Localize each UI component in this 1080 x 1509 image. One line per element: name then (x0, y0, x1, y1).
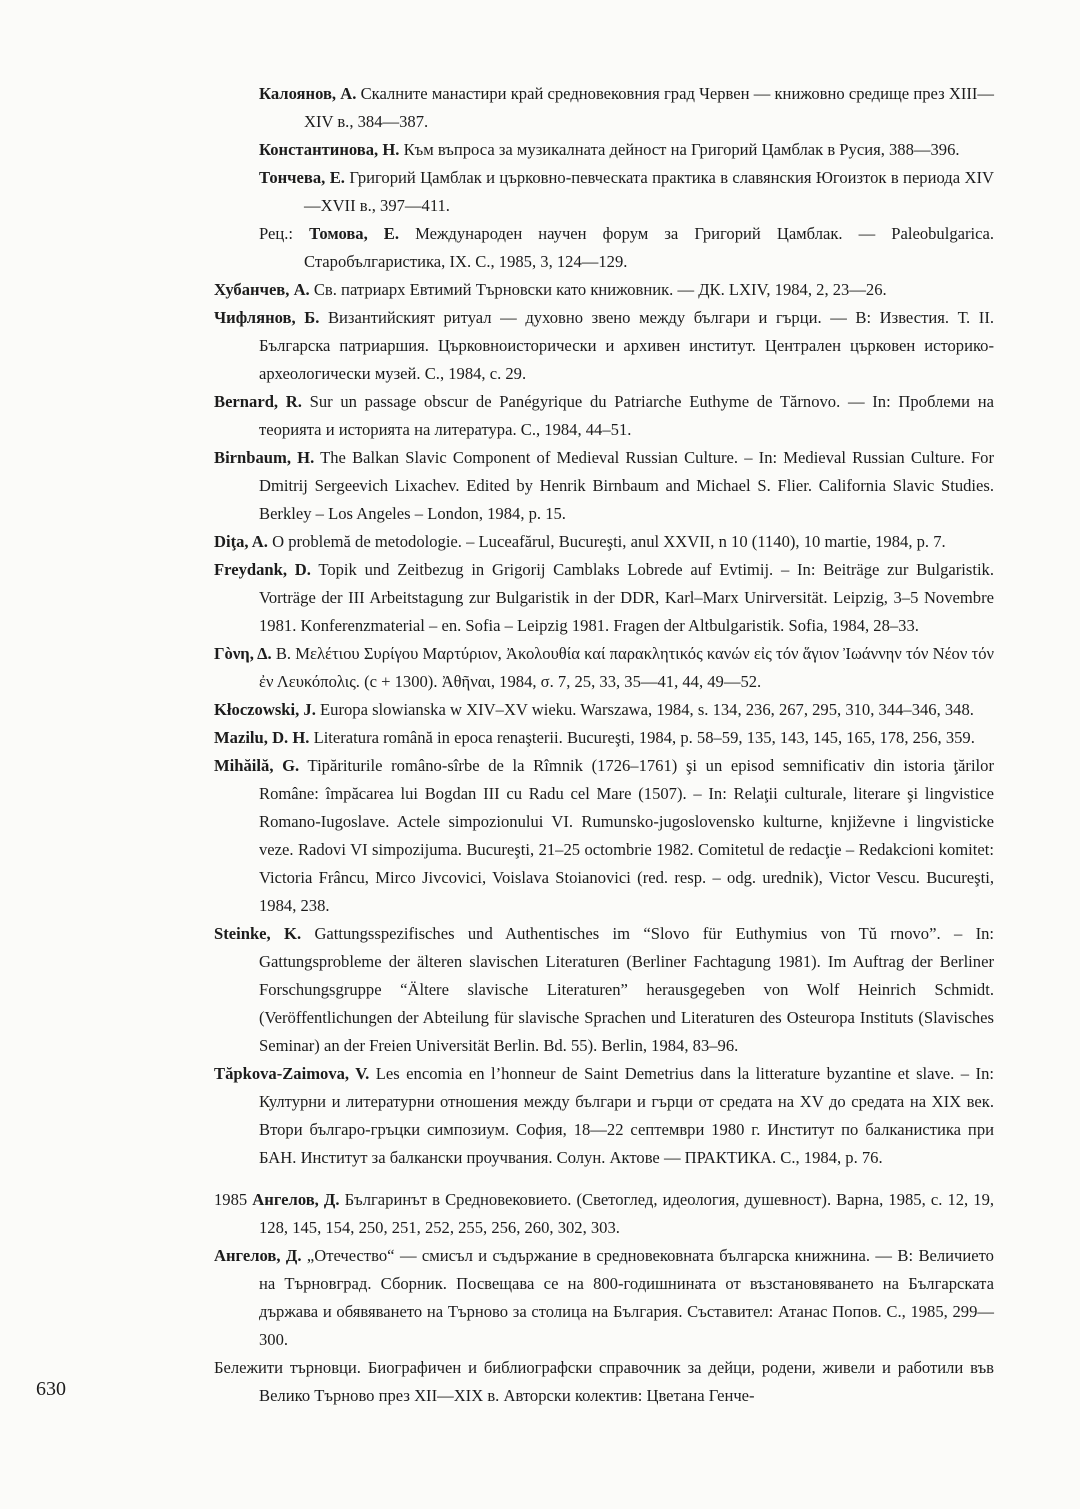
entry-text: Β. Μελέτιου Συρίγου Μαρτύριον, Ἀκολουθία καί παρακλητικός κανών εἰς τόν ἅγιον Ἰωάννην τόν Νέον τόν ἐν Λευκόπολις. (c + 1300). Ἀθῆναι, 1984, σ. 7, 25, 33, 35—41, 44, 49—52. (259, 644, 995, 691)
entry-author: Mihăilă, G. (214, 756, 300, 775)
entry-text: Literatura română in epoca renaşterii. Bucureşti, 1984, p. 58–59, 135, 143, 145, 165, 178, 256, 359. (313, 728, 975, 747)
bibliography-entry (214, 920, 994, 1060)
entry-text: Les encomia en l’honneur de Saint Demetrius dans la litterature byzantine et slave. – In: Културни и литературни отношения между българи и гърци от средата на XV до средата на XIX век. Втори българо-гръцки симпозиум. София, 18—22 септември 1980 г. Институт по балканистика при БАН. Институт за балкански проучвания. Солун. Актове — ПРАКТИКА. С., 1984, p. 76. (259, 1064, 994, 1167)
entry-author: Tăpkova-Zaimova, V. (214, 1064, 370, 1083)
bibliography-entry (214, 276, 994, 304)
bibliography-entry (259, 164, 994, 220)
entry-author: Хубанчев, А. (214, 280, 310, 299)
entry-author: Томова, Е. (309, 224, 400, 243)
entry-author: Diţa, A. (214, 532, 268, 551)
entry-text: Gattungsspezifisches und Authentisches im “Slovo für Euthymius von Tŭ rnovo”. – In: Gattungsprobleme der älteren slavischen Literaturen (Berliner Fachtagung 1981). Im Auftrag der Berliner Forschungsgruppe “Ältere slavische Literaturen” herausgegeben von Wolf Heinrich Schmidt. (Veröffentlichungen der Abteilung für slavische Sprachen und Literaturen des Osteuropa Instituts (Slavisches Seminar) an der Freien Universität Berlin. Bd. 55). Berlin, 1984, 83–96. (259, 924, 995, 1055)
bibliography-entry (214, 640, 994, 696)
bibliography-entry (214, 388, 994, 444)
bibliography-entry (259, 80, 994, 136)
bibliography-entry (259, 136, 994, 164)
entry-text: „Отечество“ — смисъл и съдържание в средновековната българска книжнина. — В: Величието на Търновград. Сборник. Посвещава се на 800-годишнината от възстановяването на Българската държава и обявяването на Търново за столица на България. Съставител: Атанас Попов. С., 1985, 299—300. (259, 1246, 994, 1349)
entry-text: Sur un passage obscur de Panégyrique du Patriarche Euthyme de Tărnovo. — In: Проблеми на теорията и историята на литература. С., 1984, 44–51. (259, 392, 994, 439)
entry-text: Българинът в Средновековието. (Светоглед, идеология, душевност). Варна, 1985, с. 12, 19, 128, 145, 154, 250, 251, 252, 255, 256, 260, 302, 303. (259, 1190, 995, 1237)
entry-author: Mazilu, D. H. (214, 728, 310, 747)
page-number: 630 (36, 1378, 66, 1400)
entry-author: Тончева, Е. (259, 168, 345, 187)
entry-author: Константинова, Н. (259, 140, 400, 159)
entry-text: Византийският ритуал — духовно звено между българи и гърци. — В: Известия. Т. II. Българска патриаршия. Църковноисторически и архивен институт. Централен църковен историко-археологически музей. С., 1984, с. 29. (259, 308, 994, 383)
entry-author: Bernard, R. (214, 392, 302, 411)
entry-text: Скалните манастири край средновековния град Червен — книжовно средище през XIII—XIV в., 384—387. (304, 84, 994, 131)
bibliography-entry (214, 1354, 994, 1410)
entry-text: Св. патриарх Евтимий Търновски като книжовник. — ДК. LXIV, 1984, 2, 23—26. (313, 280, 887, 299)
bibliography-entry (214, 1242, 994, 1354)
entry-author: Birnbaum, H. (214, 448, 315, 467)
bibliography-entry (214, 752, 994, 920)
entry-author: Steinke, K. (214, 924, 302, 943)
entry-text: Бележити търновци. Биографичен и библиографски справочник за дейци, родени, живели и работили във Велико Търново през XII—XIX в. Авторски колектив: Цветана Генче- (214, 1358, 994, 1405)
bibliography-entry (214, 444, 994, 528)
entry-text: Григорий Цамблак и църковно-певческата практика в славянския Югоизток в периода XIV—XVII в., 397—411. (304, 168, 994, 215)
entry-author: Калоянов, А. (259, 84, 357, 103)
bibliography-entry (214, 1186, 994, 1242)
bibliography-entry (214, 556, 994, 640)
entry-author: Чифлянов, Б. (214, 308, 320, 327)
entry-author: Ангелов, Д. (214, 1246, 302, 1265)
entry-text: Europa slowianska w XIV–XV wieku. Warszawa, 1984, s. 134, 236, 267, 295, 310, 344–346, 348. (320, 700, 974, 719)
bibliography-entry (214, 304, 994, 388)
entry-text: Към въпроса за музикалната дейност на Григорий Цамблак в Русия, 388—396. (403, 140, 960, 159)
entry-author: Γòνη, Δ. (214, 644, 272, 663)
entry-author: Ангелов, Д. (252, 1190, 340, 1209)
entry-author: Kłoczowski, J. (214, 700, 316, 719)
entry-text: Международен научен форум за Григорий Цамблак. — Paleobulgarica. Старобългаристика, IX. С., 1985, 3, 124—129. (304, 224, 994, 271)
bibliography-entry (214, 528, 994, 556)
bibliography-entry (214, 724, 994, 752)
entry-prefix: Рец.: (259, 224, 294, 243)
entry-year: 1985 (214, 1190, 248, 1209)
bibliography-entry (259, 220, 994, 276)
bibliography-entry (214, 696, 994, 724)
entry-text: The Balkan Slavic Component of Medieval Russian Culture. – In: Medieval Russian Culture. For Dmitrij Sergeevich Lixachev. Edited by Henrik Birnbaum and Michael S. Flier. California Slavic Studies. Berkley – Los Angeles – London, 1984, p. 15. (259, 448, 994, 523)
bibliography-list (214, 80, 994, 1410)
entry-author: Freydank, D. (214, 560, 311, 579)
entry-text: Tipăriturile româno-sîrbe de la Rîmnik (1726–1761) şi un episod semnificativ din istoria ţărilor Române: împăcarea lui Bogdan III cu Radu cel Mare (1507). – In: Relaţii culturale, literare şi lingvistice Romano-Iugoslave. Actele simpozionului VI. Rumunsko-jugoslovensko kulturne, književne i lingvisticke veze. Radovi VI simpozijuma. Bucureşti, 21–25 octombrie 1982. Comitetul de redacţie – Redakcioni komitet: Victoria Frâncu, Mirco Jivcovici, Voislava Stoianovici (red. resp. – odg. urednik), Victor Vescu. Bucureşti, 1984, 238. (259, 756, 994, 915)
entry-text: Topik und Zeitbezug in Grigorij Camblaks Lobrede auf Evtimij. – In: Beiträge zur Bulgaristik. Vorträge der III Arbeitstagung zur Bulgaristik in der DDR, Karl–Marx Unirversität. Leipzig, 3–5 Novembre 1981. Konferenzmaterial – en. Sofia – Leipzig 1981. Fragen der Altbulgaristik. Sofia, 1984, 28–33. (259, 560, 994, 635)
entry-text: O problemă de metodologie. – Luceafărul, Bucureşti, anul XXVII, n 10 (1140), 10 martie, 1984, p. 7. (272, 532, 946, 551)
bibliography-entry (214, 1060, 994, 1172)
